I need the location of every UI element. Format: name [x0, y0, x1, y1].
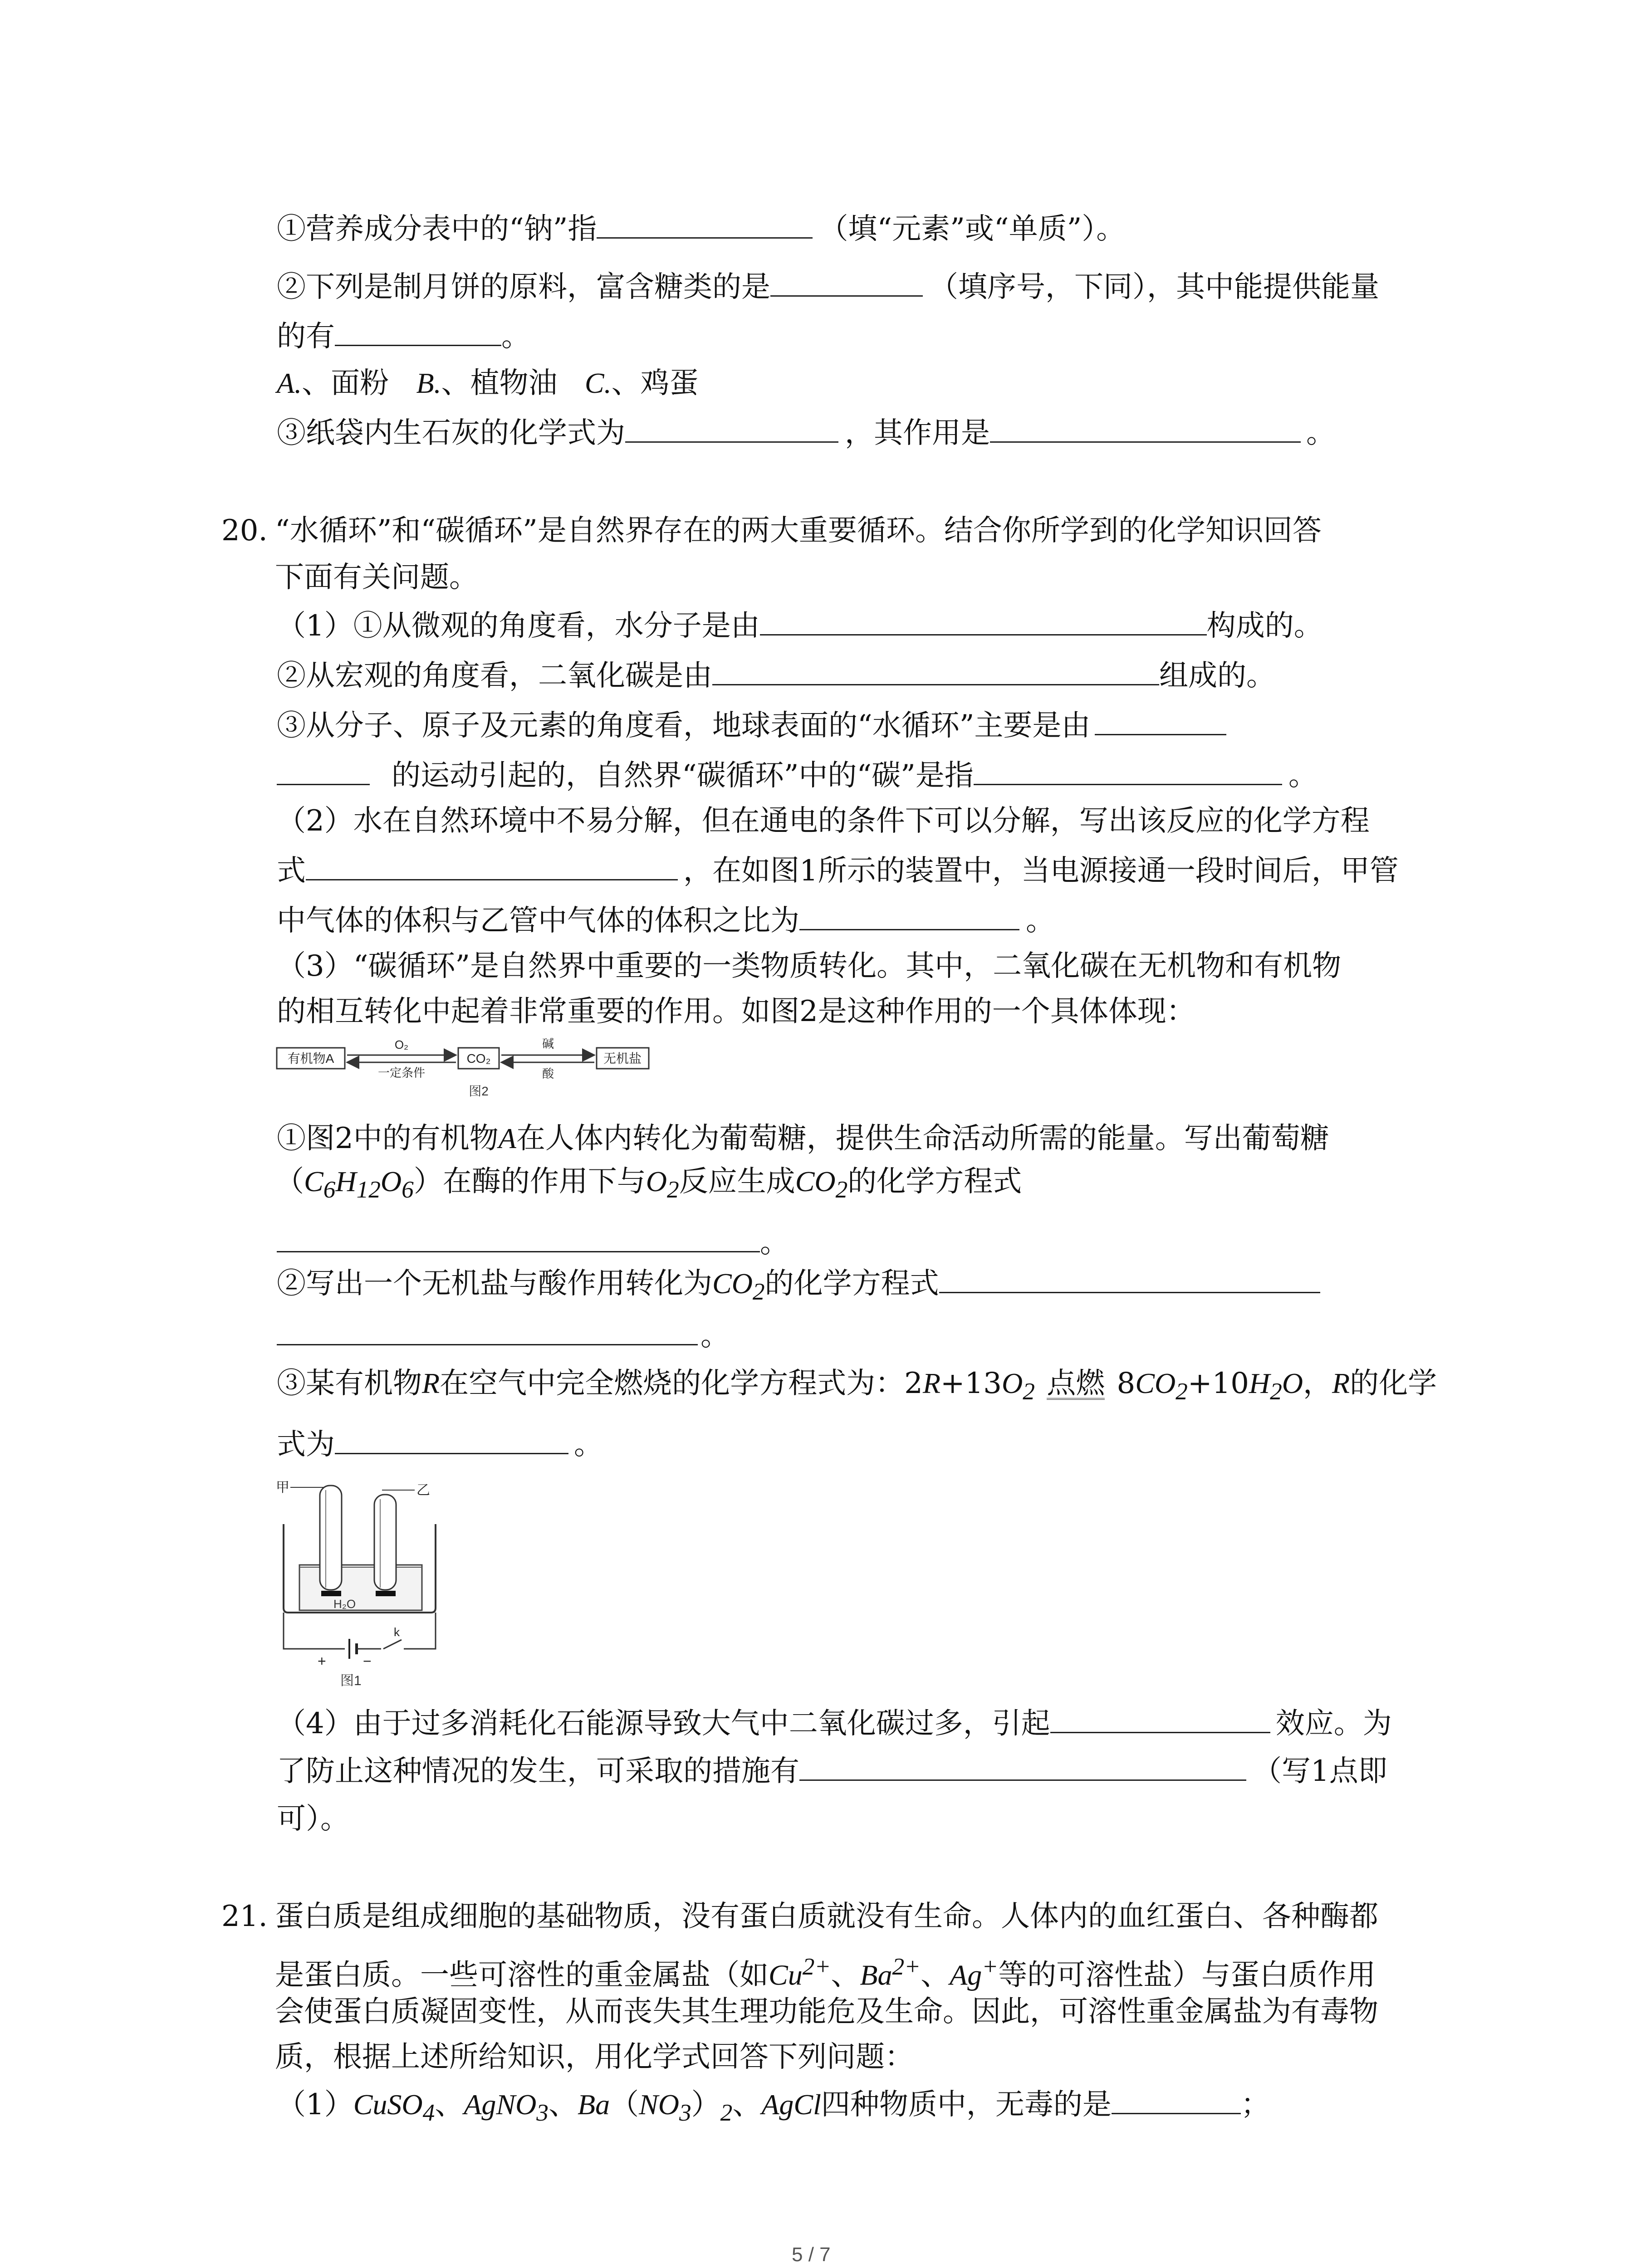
formula-co2: CO: [1135, 1367, 1176, 1399]
q20-s1-text: ①图2中的有机物: [277, 1122, 499, 1155]
q20-intro-2: [275, 559, 478, 596]
q20-part1-3b: [277, 758, 1318, 794]
q20-part4-3: [277, 1801, 349, 1837]
comma: ，: [1303, 1367, 1332, 1400]
q20-p2-end: 组成的。: [1159, 659, 1275, 693]
tube-jia: [320, 1486, 342, 1590]
label-base: 碱: [542, 1037, 554, 1051]
formula-o: O: [380, 1165, 402, 1198]
q19-l5-text: ③纸袋内生石灰的化学式为: [277, 416, 625, 450]
answer-blank[interactable]: [597, 212, 813, 239]
box-co2-label: CO₂: [466, 1051, 491, 1066]
q20-s3-end: 。: [760, 1226, 789, 1260]
sep: 、: [732, 2088, 762, 2121]
var-a: A: [498, 1122, 516, 1154]
answer-blank[interactable]: [277, 1226, 760, 1252]
q19-l1-text: ①营养成分表中的“钠”指: [277, 212, 597, 246]
q20-s6-end: 的化学: [1350, 1367, 1437, 1400]
answer-blank[interactable]: [335, 319, 501, 346]
label-o2: O₂: [394, 1038, 409, 1051]
q20-p2-text: ②从宏观的角度看，二氧化碳是由: [277, 659, 712, 693]
formula-sub: 3: [679, 2098, 691, 2126]
coef: +13: [940, 1367, 1002, 1400]
answer-blank[interactable]: [625, 416, 838, 443]
q21-l3-text: 会使蛋白质凝固变性，从而丧失其生理功能危及生命。因此，可溶性重金属盐为有毒物: [275, 1995, 1378, 2028]
label-water: H₂O: [333, 1597, 356, 1611]
q20-part1-2: [277, 658, 1275, 694]
q20-p4-cont: ，在如图1所示的装置中，当电源接通一段时间后，甲管: [683, 854, 1399, 888]
coef: +10: [1187, 1367, 1249, 1400]
q20-part2-2: [277, 853, 1399, 889]
formula-sub: 2: [1270, 1377, 1282, 1405]
label-plus: +: [318, 1653, 326, 1669]
option-c-letter: C.: [584, 367, 612, 399]
answer-blank[interactable]: [1050, 1706, 1270, 1733]
q20-p1-text: （1）①从微观的角度看，水分子是由: [277, 609, 760, 643]
paren-close: ）: [691, 2088, 720, 2121]
formula-sub: 2: [720, 2098, 733, 2126]
q20-part4-1: [277, 1706, 1392, 1742]
q20-p4-shi: 式: [277, 854, 306, 888]
q20-sub1-1: [277, 1120, 1329, 1157]
paren-open: （: [275, 1165, 304, 1198]
formula-sub: 6: [402, 1175, 414, 1203]
answer-blank[interactable]: [277, 1319, 698, 1345]
ion-ba: Ba: [860, 1959, 892, 1991]
q21-line-2: [275, 1948, 1376, 1993]
q19-l5-end: 。: [1306, 416, 1335, 450]
q20-number: 20.: [221, 514, 268, 547]
option-b-letter: B.: [416, 367, 441, 399]
formula-sub: 2: [667, 1175, 679, 1203]
q20-part3-1: [277, 948, 1341, 984]
formula-h2o: H: [1249, 1367, 1270, 1399]
wire-right: [404, 1613, 436, 1649]
water-surface: [299, 1565, 422, 1610]
q20-p6-text-2: 了防止这种情况的发生，可采取的措施有: [277, 1755, 799, 1788]
q20-p4-ratio: 中气体的体积与乙管中气体的体积之比为: [277, 904, 799, 938]
q21-l5-end: ；: [1240, 2088, 1270, 2121]
formula-sub: 2: [1176, 1377, 1188, 1405]
formula-agno3: AgNO: [464, 2088, 537, 2121]
answer-blank[interactable]: [1112, 2087, 1241, 2114]
answer-blank[interactable]: [799, 904, 1019, 930]
q20-sub3-2: [277, 1427, 603, 1463]
formula-o2: O: [646, 1165, 667, 1198]
q20-p6-text: （4）由于过多消耗化石能源导致大气中二氧化碳过多，引起: [277, 1707, 1050, 1740]
q20-intro-text-2: 下面有关问题。: [275, 561, 478, 594]
formula-agcl: AgCl: [761, 2088, 821, 2121]
option-a-letter: A.: [277, 367, 302, 399]
q21-line-3: [275, 1994, 1378, 2030]
sep: 、: [831, 1958, 860, 1992]
ion-cu: Cu: [769, 1959, 803, 1991]
answer-blank[interactable]: [1095, 709, 1226, 735]
q20-p4-text: （2）水在自然环境中不易分解，但在通电的条件下可以分解，写出该反应的化学方程: [277, 804, 1370, 838]
q19-l2-text: ②下列是制月饼的原料，富含糖类的是: [277, 270, 770, 304]
answer-blank[interactable]: [760, 609, 1207, 635]
reaction-condition: 点燃: [1047, 1367, 1105, 1400]
sep: 、: [435, 2088, 464, 2121]
q19-options: [277, 365, 699, 401]
answer-blank[interactable]: [277, 758, 370, 785]
answer-blank[interactable]: [939, 1266, 1320, 1293]
electrode-right: [376, 1591, 396, 1596]
formula-c: C: [304, 1165, 323, 1198]
q19-l2-hint: （填序号，下同），其中能提供能量: [929, 270, 1379, 304]
ion-charge: 2+: [892, 1953, 921, 1980]
label-condition: 一定条件: [377, 1066, 426, 1080]
q20-sub3-1: [277, 1365, 1437, 1409]
q20-p6-cont-2: （写1点即: [1253, 1755, 1387, 1788]
q21-line-5: [277, 2087, 1270, 2131]
q20-sub1-2: [275, 1163, 1022, 1207]
q20-p1-end: 构成的。: [1206, 609, 1323, 643]
answer-blank[interactable]: [335, 1427, 568, 1454]
q20-s1-cont: 在人体内转化为葡萄糖，提供生命活动所需的能量。写出葡萄糖: [516, 1122, 1329, 1155]
q20-part2-1: [277, 803, 1370, 839]
q20-s7-text: 式为: [277, 1428, 335, 1461]
q20-p5-text: （3）“碳循环”是自然界中重要的一类物质转化。其中，二氧化碳在无机物和有机物: [277, 949, 1342, 983]
answer-blank[interactable]: [974, 758, 1282, 785]
formula-sub: 2: [1023, 1377, 1035, 1405]
box-organic-a-label: 有机物A: [287, 1051, 334, 1066]
q20-intro-text: “水循环”和“碳循环”是自然界存在的两大重要循环。结合你所学到的化学知识回答: [275, 514, 1322, 547]
wire-left: [284, 1613, 345, 1649]
formula-o2: O: [1001, 1367, 1023, 1399]
q19-l5-mid: ，其作用是: [845, 416, 990, 450]
answer-blank[interactable]: [770, 270, 923, 297]
q21-l2-text: 是蛋白质。一些可溶性的重金属盐（如: [275, 1958, 769, 1992]
var-r: R: [1332, 1367, 1350, 1399]
formula-sub: 4: [422, 2098, 435, 2126]
q19-l1-hint: （填“元素”或“单质”）。: [819, 212, 1126, 246]
label-minus: −: [363, 1653, 372, 1669]
label-yi: 乙: [416, 1483, 430, 1498]
q21-l5-text: 四种物质中，无毒的是: [821, 2088, 1112, 2121]
coef: 8: [1117, 1367, 1136, 1400]
q21-number: 21.: [221, 1900, 268, 1933]
var-r: R: [422, 1367, 440, 1399]
q21-text: 蛋白质是组成细胞的基础物质，没有蛋白质就没有生命。人体内的血红蛋白、各种酶都: [275, 1900, 1378, 1933]
q20-s2-text-2: 反应生成: [679, 1165, 795, 1198]
q20-s6-text-2: 在空气中完全燃烧的化学方程式为：2: [440, 1367, 923, 1400]
tube-yi: [374, 1495, 396, 1590]
q20-part4-2: [277, 1753, 1387, 1789]
q20-sub2-2: [277, 1318, 730, 1354]
q19-line-2: [277, 269, 1379, 305]
q20-s4-text: ②写出一个无机盐与酸作用转化为: [277, 1267, 712, 1300]
var-r: R: [922, 1367, 941, 1399]
q21-part-num: （1）: [277, 2088, 353, 2121]
label-jia: 甲: [276, 1480, 289, 1495]
sep: 、: [548, 2088, 578, 2121]
option-b: 、植物油: [441, 367, 558, 400]
answer-blank[interactable]: [306, 854, 678, 880]
q20-s4-end: 的化学方程式: [764, 1267, 939, 1300]
answer-blank[interactable]: [712, 659, 1159, 685]
ion-charge: 2+: [802, 1953, 831, 1980]
figure-2-diagram: [272, 1034, 653, 1102]
q19-line-5: [277, 415, 1335, 451]
q20-part1-3: [277, 708, 1226, 744]
q19-l3-end: 。: [501, 320, 530, 353]
formula-no3: NO: [639, 2088, 679, 2121]
q19-line-3: [277, 318, 530, 355]
q20-sub1-3: [277, 1225, 789, 1261]
switch-k[interactable]: [383, 1640, 402, 1649]
formula-h: H: [335, 1165, 357, 1198]
formula-cuso4: CuSO: [353, 2088, 423, 2121]
q20-part2-3: [277, 903, 1055, 939]
label-acid: 酸: [542, 1067, 554, 1080]
q20-p3-cont: 的运动引起的，自然界“碳循环”中的“碳”是指: [392, 759, 974, 792]
formula-sub: 6: [323, 1175, 336, 1203]
sep: 、: [921, 1958, 950, 1992]
option-c: 、鸡蛋: [611, 367, 699, 400]
figure-2-caption: 图2: [469, 1084, 489, 1098]
q20-p6-end: 可）。: [277, 1802, 349, 1836]
q21-line-4: [275, 2039, 914, 2075]
q19-line-1: [277, 211, 1125, 247]
q20-s2-end: 的化学方程式: [847, 1165, 1022, 1198]
q20-p3-text: ③从分子、原子及元素的角度看，地球表面的“水循环”主要是由: [277, 709, 1091, 743]
page-number: 5 / 7: [792, 2244, 831, 2266]
formula-sub: 12: [356, 1175, 381, 1203]
q20-p6-cont: 效应。为: [1275, 1707, 1392, 1740]
q21-l4-text: 质，根据上述所给知识，用化学式回答下列问题：: [275, 2040, 914, 2074]
answer-blank[interactable]: [799, 1754, 1246, 1781]
q20-intro-1: [221, 513, 1322, 549]
q20-p3-end: 。: [1288, 759, 1318, 792]
q21-line-1: [221, 1898, 1378, 1935]
formula-sub: 2: [835, 1175, 848, 1203]
q19-l3-text: 的有: [277, 320, 335, 353]
q20-s6-text: ③某有机物: [277, 1367, 422, 1400]
formula-sub: 2: [752, 1277, 765, 1305]
q20-p5-text-2: 的相互转化中起着非常重要的作用。如图2是这种作用的一个具体体现：: [277, 995, 1195, 1028]
formula-h2o-o: O: [1282, 1367, 1303, 1399]
figure-1-electrolysis: [272, 1476, 485, 1690]
q21-l2-end: 等的可溶性盐）与蛋白质作用: [998, 1958, 1376, 1992]
formula-co2: CO: [712, 1267, 753, 1300]
q20-part1-1: [277, 608, 1323, 644]
answer-blank[interactable]: [990, 416, 1301, 443]
formula-co2: CO: [795, 1165, 836, 1198]
q20-s5-end: 。: [700, 1319, 730, 1353]
ion-charge: +: [982, 1953, 999, 1980]
formula-sub: 3: [536, 2098, 549, 2126]
box-inorganic-salt-label: 无机盐: [603, 1051, 642, 1066]
q20-part3-2: [277, 993, 1195, 1030]
q20-sub2-1: [277, 1266, 1320, 1310]
q20-p4-end: 。: [1026, 904, 1055, 938]
ion-ag: Ag: [950, 1959, 982, 1991]
option-a: 、面粉: [302, 367, 389, 400]
q20-s7-end: 。: [574, 1428, 603, 1461]
formula-ba: Ba: [577, 2088, 610, 2121]
electrode-left: [321, 1591, 341, 1596]
label-k: k: [394, 1625, 400, 1639]
paren-open: （: [610, 2088, 639, 2121]
q20-s2-text: ）在酶的作用下与: [413, 1165, 646, 1198]
figure-1-caption: 图1: [340, 1673, 362, 1688]
